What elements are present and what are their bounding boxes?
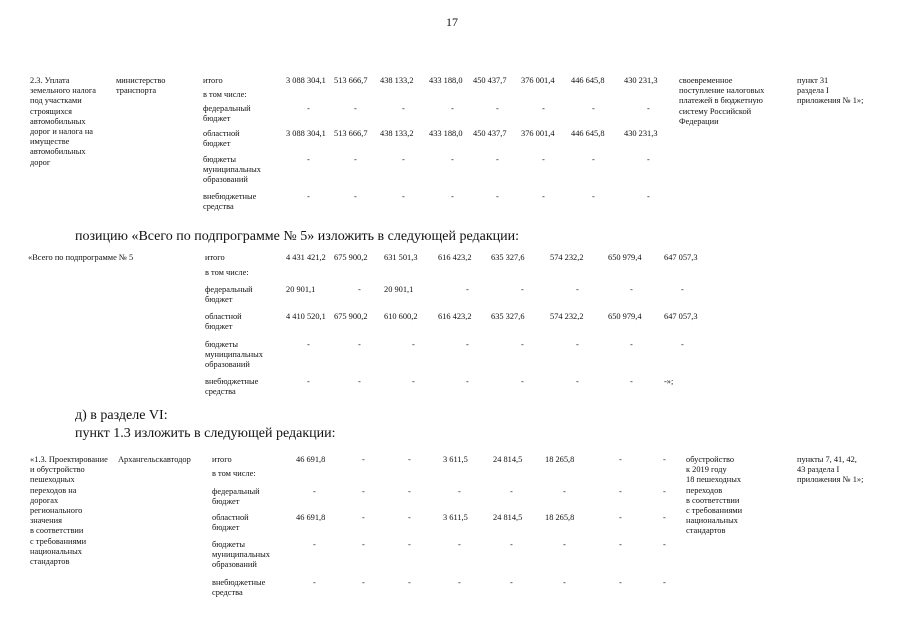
row-label-line: в том числе: [212, 469, 256, 478]
row-label-line: внебюджетные [203, 192, 257, 201]
row-label-line: бюджеты [203, 155, 237, 164]
cell-value: - [408, 487, 411, 496]
cell-value: - [451, 155, 454, 164]
cell-value: - [542, 192, 545, 201]
cell-value: - [521, 340, 524, 349]
row-label-line: итого [212, 455, 232, 464]
cell-value: 675 900,2 [334, 253, 368, 262]
cell-value: - [408, 540, 411, 549]
item-name-line: автомобильных [30, 116, 86, 126]
row-label-line: бюджет [212, 497, 240, 507]
cell-value: - [663, 455, 666, 464]
cell-value: - [408, 513, 411, 522]
cell-value: 631 501,3 [384, 253, 418, 262]
cell-value: 3 611,5 [443, 513, 468, 522]
result-line: систему Российской [679, 106, 752, 116]
result-line: переходов [686, 485, 723, 495]
cell-value: 46 691,8 [296, 455, 326, 464]
cell-value: 635 327,6 [491, 312, 525, 321]
item-name-line: и обустройство [30, 465, 85, 475]
item-name-line: автомобильных [30, 147, 86, 157]
cell-value: 650 979,4 [608, 253, 642, 262]
result-line: Федерации [679, 116, 719, 126]
cell-value: - [592, 192, 595, 201]
row-label-line: итого [203, 76, 223, 85]
row-label-line: федеральный [205, 285, 253, 294]
cell-value: 430 231,3 [624, 129, 658, 138]
cell-value: - [466, 377, 469, 386]
cell-value: - [362, 540, 365, 549]
page-number: 17 [446, 15, 458, 29]
item-name-line: национальных [30, 546, 82, 556]
cell-value: 616 423,2 [438, 312, 472, 321]
cell-value: - [402, 155, 405, 164]
cell-value: - [358, 377, 361, 386]
cell-value: - [542, 104, 545, 113]
cell-value: - [647, 104, 650, 113]
item-name-line: дорогах [30, 495, 59, 505]
cell-value: 450 437,7 [473, 76, 507, 85]
cell-value: - [402, 192, 405, 201]
cell-value: - [412, 340, 415, 349]
result-line: 18 пешеходных [686, 475, 742, 485]
cell-value: 20 901,1 [384, 285, 414, 294]
cell-value: 3 611,5 [443, 455, 468, 464]
cell-value: 647 057,3 [664, 312, 698, 321]
executor-line: министерство [116, 76, 166, 85]
item-name-line: «Всего по подпрограмме № 5 [28, 253, 134, 262]
cell-value: 438 133,2 [380, 76, 414, 85]
cell-value: 18 265,8 [545, 455, 575, 464]
result-line: к 2019 году [686, 465, 727, 475]
amendment-heading-total: позицию «Всего по подпрограмме № 5» изложить в следующей редакции: [75, 229, 520, 244]
cell-value: 433 188,0 [429, 129, 463, 138]
row-label-line: внебюджетные [212, 578, 266, 587]
row-label-line: образований [203, 175, 248, 185]
item-name-line: значения [30, 516, 62, 526]
cell-value: - [510, 578, 513, 587]
cell-value: 647 057,3 [664, 253, 698, 262]
cell-value: 430 231,3 [624, 76, 658, 85]
cell-value: 675 900,2 [334, 312, 368, 321]
cell-value: - [619, 513, 622, 522]
cell-value: - [496, 104, 499, 113]
item-name-line: под участками [30, 96, 82, 106]
cell-value: 376 001,4 [521, 76, 555, 85]
cell-value: - [619, 540, 622, 549]
row-label-line: бюджеты [212, 540, 246, 549]
cell-value: - [592, 155, 595, 164]
item-name-line: имуществе [30, 137, 70, 147]
cell-value: - [307, 155, 310, 164]
cell-value: - [307, 340, 310, 349]
cell-value: - [663, 513, 666, 522]
cell-value: - [663, 487, 666, 496]
cell-value: 513 666,7 [334, 129, 368, 138]
cell-value: - [362, 578, 365, 587]
item-name-line: дорог и налога на [30, 127, 94, 136]
cell-value: - [510, 540, 513, 549]
row-label-line: бюджет [205, 322, 233, 332]
cell-value: 4 431 421,2 [286, 253, 326, 262]
row-label-line: муниципальных [203, 165, 261, 175]
reference-line: раздела I [797, 86, 829, 96]
cell-value: - [466, 340, 469, 349]
result-line: поступление налоговых [679, 86, 765, 96]
cell-value: - [619, 455, 622, 464]
cell-value: - [563, 487, 566, 496]
cell-value: 513 666,7 [334, 76, 368, 85]
cell-value: - [466, 285, 469, 294]
cell-value: - [647, 192, 650, 201]
cell-value: 4 410 520,1 [286, 312, 326, 321]
cell-value: - [458, 578, 461, 587]
cell-value: - [576, 377, 579, 386]
cell-value: - [681, 340, 684, 349]
cell-value: - [307, 377, 310, 386]
item-name-line: земельного налога [30, 86, 97, 96]
row-label-line: бюджет [212, 523, 240, 533]
result-line: платежей в бюджетную [679, 96, 763, 106]
reference-line: 43 раздела I [797, 465, 840, 475]
cell-value: - [663, 578, 666, 587]
cell-value: - [510, 487, 513, 496]
cell-value: - [630, 340, 633, 349]
cell-value: - [542, 155, 545, 164]
cell-value: 616 423,2 [438, 253, 472, 262]
cell-value: 650 979,4 [608, 312, 642, 321]
cell-value: 3 088 304,1 [286, 76, 326, 85]
row-label-line: внебюджетные [205, 377, 259, 386]
section-heading: д) в разделе VI: [75, 408, 168, 423]
row-label-line: в том числе: [203, 90, 247, 99]
reference-line: пункты 7, 41, 42, [797, 455, 857, 464]
cell-value: - [307, 192, 310, 201]
cell-value: - [354, 192, 357, 201]
cell-value: - [313, 487, 316, 496]
cell-value: - [563, 578, 566, 587]
row-label-line: областной [205, 312, 242, 321]
item-name-line: дорог [30, 157, 51, 167]
result-line: обустройство [686, 455, 735, 464]
item-name-line: «1.3. Проектирование [30, 455, 108, 464]
cell-value: - [307, 104, 310, 113]
item-name-line: пешеходных [30, 475, 75, 485]
cell-value: - [592, 104, 595, 113]
cell-value: - [619, 487, 622, 496]
cell-value: - [630, 285, 633, 294]
row-label-line: бюджеты [205, 340, 239, 349]
row-label-line: образований [212, 560, 257, 570]
item-name-line: строящихся [30, 106, 72, 116]
reference-line: приложения № 1»; [797, 96, 864, 106]
executor-line: транспорта [116, 86, 157, 96]
cell-value: 446 645,8 [571, 129, 605, 138]
cell-value: - [496, 155, 499, 164]
cell-value: -»; [664, 377, 674, 386]
cell-value: - [681, 285, 684, 294]
cell-value: - [362, 455, 365, 464]
cell-value: 574 232,2 [550, 312, 584, 321]
result-line: с требованиями [686, 506, 743, 515]
item-name-line: стандартов [30, 557, 70, 566]
cell-value: 438 133,2 [380, 129, 414, 138]
result-line: своевременное [679, 76, 733, 85]
cell-value: - [354, 104, 357, 113]
cell-value: 446 645,8 [571, 76, 605, 85]
cell-value: 3 088 304,1 [286, 129, 326, 138]
reference-line: пункт 31 [797, 76, 829, 85]
cell-value: - [313, 540, 316, 549]
row-label-line: областной [203, 129, 240, 138]
item-name-line: 2.3. Уплата [30, 76, 70, 85]
cell-value: - [630, 377, 633, 386]
cell-value: - [354, 155, 357, 164]
cell-value: - [647, 155, 650, 164]
item-name-line: в соответствии [30, 526, 84, 536]
cell-value: - [362, 487, 365, 496]
cell-value: - [451, 104, 454, 113]
cell-value: 20 901,1 [286, 285, 316, 294]
row-label-line: средства [205, 387, 236, 397]
item-name-line: регионального [30, 506, 83, 515]
cell-value: - [412, 377, 415, 386]
row-label-line: в том числе: [205, 268, 249, 277]
cell-value: - [313, 578, 316, 587]
row-label-line: средства [212, 588, 243, 598]
cell-value: - [563, 540, 566, 549]
row-label-line: образований [205, 360, 250, 370]
cell-value: 24 814,5 [493, 455, 523, 464]
item-name-line: с требованиями [30, 536, 87, 546]
cell-value: - [619, 578, 622, 587]
row-label-line: бюджет [203, 114, 231, 124]
cell-value: - [408, 578, 411, 587]
cell-value: - [358, 340, 361, 349]
cell-value: - [408, 455, 411, 464]
row-label-line: муниципальных [212, 550, 270, 560]
amendment-heading-item-1-3: пункт 1.3 изложить в следующей редакции: [75, 426, 336, 441]
row-label-line: средства [203, 202, 234, 212]
cell-value: - [402, 104, 405, 113]
cell-value: - [458, 487, 461, 496]
result-line: национальных [686, 516, 738, 526]
cell-value: - [663, 540, 666, 549]
row-label-line: муниципальных [205, 350, 263, 360]
cell-value: - [496, 192, 499, 201]
executor-line: Архангельскавтодор [118, 455, 191, 464]
cell-value: - [576, 285, 579, 294]
row-label-line: итого [205, 253, 225, 262]
row-label-line: бюджет [205, 295, 233, 305]
cell-value: 46 691,8 [296, 513, 326, 522]
cell-value: - [362, 513, 365, 522]
row-label-line: федеральный [203, 104, 251, 113]
cell-value: 450 437,7 [473, 129, 507, 138]
row-label-line: областной [212, 513, 249, 522]
cell-value: - [451, 192, 454, 201]
item-name-line: переходов на [30, 485, 77, 495]
result-line: в соответствии [686, 495, 740, 505]
cell-value: - [358, 285, 361, 294]
cell-value: 635 327,6 [491, 253, 525, 262]
cell-value: 24 814,5 [493, 513, 523, 522]
row-label-line: федеральный [212, 487, 260, 496]
cell-value: - [458, 540, 461, 549]
cell-value: - [521, 285, 524, 294]
cell-value: - [576, 340, 579, 349]
cell-value: 433 188,0 [429, 76, 463, 85]
cell-value: 18 265,8 [545, 513, 575, 522]
cell-value: - [521, 377, 524, 386]
row-label-line: бюджет [203, 139, 231, 149]
cell-value: 574 232,2 [550, 253, 584, 262]
reference-line: приложения № 1»; [797, 475, 864, 485]
cell-value: 610 600,2 [384, 312, 418, 321]
result-line: стандартов [686, 526, 726, 536]
cell-value: 376 001,4 [521, 129, 555, 138]
